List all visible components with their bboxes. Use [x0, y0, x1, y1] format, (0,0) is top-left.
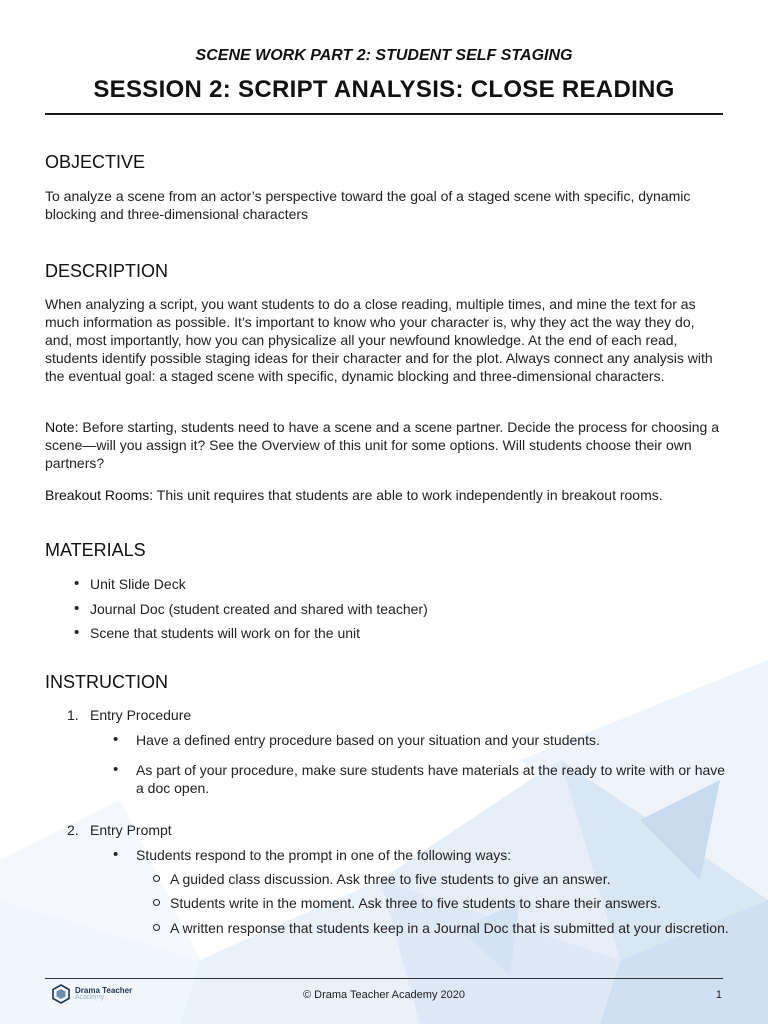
list-item: • As part of your procedure, make sure students have materials at the ready to write with or have a doc open.	[113, 761, 726, 796]
description-heading: DESCRIPTION	[45, 261, 169, 281]
materials-heading: MATERIALS	[45, 540, 146, 560]
step-number: 2.	[67, 822, 79, 838]
bullet-icon: •	[113, 761, 119, 778]
instruction-heading: INSTRUCTION	[45, 672, 168, 692]
step-label: Entry Procedure	[90, 707, 192, 723]
list-item: • Have a defined entry procedure based on your situation and your students.	[113, 731, 600, 748]
list-item: • Scene that students will work on for the unit	[74, 624, 428, 649]
list-item: A guided class discussion. Ask three to five students to give an answer.	[153, 870, 733, 888]
page-number: 1	[715, 989, 722, 1001]
breakout-paragraph	[45, 486, 725, 504]
note-text: Before starting, students need to have a scene and a scene partner. Decide the process for choosing a scene—will you assign it? See the Overview of this unit for some options. Will students choose their own partners?	[45, 419, 719, 471]
footer-brand-subtitle: Academy	[75, 994, 105, 1001]
step-number: 1.	[67, 707, 79, 723]
bullet-icon: •	[113, 731, 119, 748]
objective-heading: OBJECTIVE	[45, 152, 146, 172]
list-item: • Students respond to the prompt in one of the following ways:	[113, 846, 512, 863]
hollow-bullet-icon	[153, 875, 160, 882]
list-item: A written response that students keep in a Journal Doc that is submitted at your discretion.	[153, 919, 733, 937]
step-entry-procedure	[67, 706, 191, 724]
step-entry-prompt	[67, 821, 172, 839]
footer-copyright: © Drama Teacher Academy 2020	[303, 989, 465, 1001]
list-item: Students write in the moment. Ask three to five students to share their answers.	[153, 894, 733, 912]
footer-divider	[45, 978, 723, 979]
page-title: SESSION 2: SCRIPT ANALYSIS: CLOSE READING	[93, 76, 675, 103]
materials-list	[74, 575, 428, 649]
note-paragraph	[45, 418, 725, 472]
title-divider	[45, 113, 723, 115]
hollow-bullet-icon	[153, 924, 160, 931]
breakout-text: This unit requires that students are able to work independently in breakout rooms.	[153, 487, 663, 503]
objective-text: To analyze a scene from an actor’s perspective toward the goal of a staged scene with specific, dynamic blocking and three-dimensional characters	[45, 188, 691, 222]
unit-subtitle: SCENE WORK PART 2: STUDENT SELF STAGING	[195, 47, 573, 64]
footer-brand-name: Drama Teacher	[75, 986, 133, 995]
list-item: • Journal Doc (student created and shared with teacher)	[74, 600, 428, 625]
breakout-label: Breakout Rooms:	[45, 487, 154, 503]
step-label: Entry Prompt	[90, 822, 172, 838]
note-label: Note:	[45, 419, 79, 435]
bullet-icon: •	[113, 846, 119, 863]
list-item: • Unit Slide Deck	[74, 575, 428, 600]
hollow-bullet-icon	[153, 899, 160, 906]
description-text: When analyzing a script, you want students to do a close reading, multiple times, and mine the text for as much information as possible. It’s important to know who your character is, why they act the way they do, and, most importantly, how you can physicalize all your newfound knowledge. At the end of each read, students identify possible staging ideas for their character and for the plot. Always connect any analysis with the eventual goal: a staged scene with specific, dynamic blocking and three-dimensional characters.	[45, 296, 713, 384]
